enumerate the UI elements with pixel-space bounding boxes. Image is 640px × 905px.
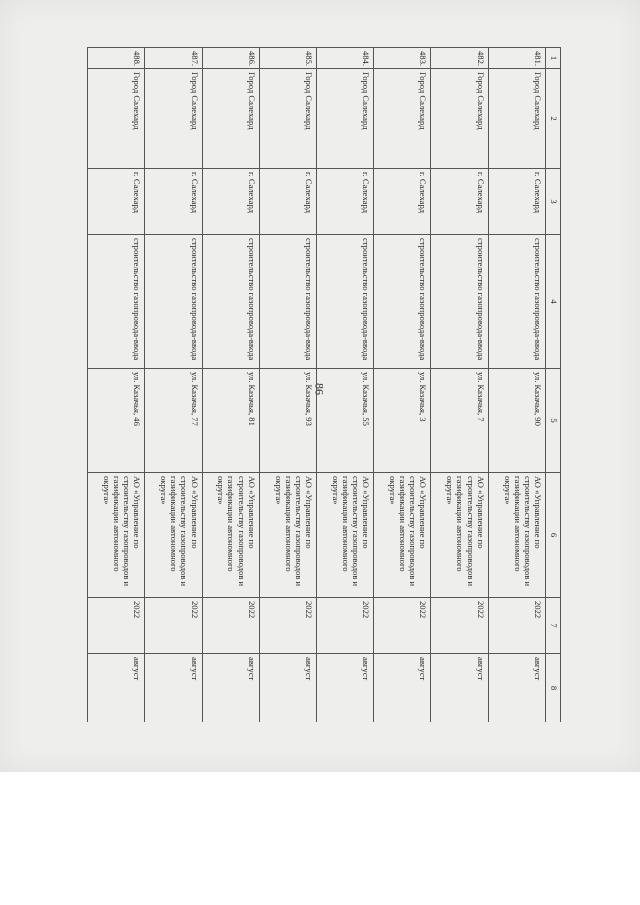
city-cell: г. Салехард <box>145 169 202 235</box>
address-cell: ул. Казачья, 77 <box>145 369 202 473</box>
address-cell: ул. Казачья, 3 <box>374 369 431 473</box>
city-cell: г. Салехард <box>431 169 488 235</box>
city-cell: г. Салехард <box>88 169 145 235</box>
organization-cell: АО «Управление по строительству газопроводов и газификации автономного округа» <box>431 473 488 598</box>
year-cell: 2022 <box>88 598 145 654</box>
organization-cell: АО «Управление по строительству газопроводов и газификации автономного округа» <box>488 473 545 598</box>
month-cell: август <box>431 654 488 723</box>
row-number-cell: 485. <box>259 48 316 69</box>
municipality-cell: Город Салехард <box>145 69 202 169</box>
address-cell: ул. Казачья, 46 <box>88 369 145 473</box>
municipality-cell: Город Салехард <box>259 69 316 169</box>
organization-cell: АО «Управление по строительству газопроводов и газификации автономного округа» <box>145 473 202 598</box>
municipality-cell: Город Салехард <box>317 69 374 169</box>
row-number-cell: 481. <box>488 48 545 69</box>
organization-cell: АО «Управление по строительству газопроводов и газификации автономного округа» <box>317 473 374 598</box>
year-cell: 2022 <box>145 598 202 654</box>
organization-cell: АО «Управление по строительству газопроводов и газификации автономного округа» <box>88 473 145 598</box>
row-number-cell: 483. <box>374 48 431 69</box>
work-type-cell: строительство газопровода-ввода <box>374 235 431 369</box>
column-number-row <box>545 48 560 723</box>
month-cell: август <box>488 654 545 723</box>
month-cell: август <box>317 654 374 723</box>
municipality-cell: Город Салехард <box>202 69 259 169</box>
table-row <box>374 48 431 723</box>
address-cell: ул. Казачья, 93 <box>259 369 316 473</box>
work-type-cell: строительство газопровода-ввода <box>259 235 316 369</box>
row-number-cell: 484. <box>317 48 374 69</box>
city-cell: г. Салехард <box>488 169 545 235</box>
address-cell: ул. Казачья, 81 <box>202 369 259 473</box>
year-cell: 2022 <box>259 598 316 654</box>
work-type-cell: строительство газопровода-ввода <box>145 235 202 369</box>
column-number: 7 <box>545 598 560 654</box>
table-row <box>145 48 202 723</box>
month-cell: август <box>374 654 431 723</box>
row-number-cell: 487. <box>145 48 202 69</box>
column-number: 3 <box>545 169 560 235</box>
work-type-cell: строительство газопровода-ввода <box>202 235 259 369</box>
city-cell: г. Салехард <box>259 169 316 235</box>
year-cell: 2022 <box>431 598 488 654</box>
column-number: 5 <box>545 369 560 473</box>
municipality-cell: Город Салехард <box>488 69 545 169</box>
municipality-cell: Город Салехард <box>374 69 431 169</box>
table-row <box>317 48 374 723</box>
address-cell: ул. Казачья, 55 <box>317 369 374 473</box>
year-cell: 2022 <box>488 598 545 654</box>
year-cell: 2022 <box>317 598 374 654</box>
row-number-cell: 488. <box>88 48 145 69</box>
work-type-cell: строительство газопровода-ввода <box>488 235 545 369</box>
row-number-cell: 482. <box>431 48 488 69</box>
month-cell: август <box>145 654 202 723</box>
column-number: 8 <box>545 654 560 723</box>
work-type-cell: строительство газопровода-ввода <box>88 235 145 369</box>
month-cell: август <box>259 654 316 723</box>
table-row <box>431 48 488 723</box>
row-number-cell: 486. <box>202 48 259 69</box>
address-cell: ул. Казачья, 90 <box>488 369 545 473</box>
table-row <box>88 48 145 723</box>
city-cell: г. Салехард <box>374 169 431 235</box>
work-type-cell: строительство газопровода-ввода <box>431 235 488 369</box>
work-type-cell: строительство газопровода-ввода <box>317 235 374 369</box>
column-number: 2 <box>545 69 560 169</box>
municipality-cell: Город Салехард <box>88 69 145 169</box>
table-body <box>88 48 561 723</box>
column-number: 4 <box>545 235 560 369</box>
organization-cell: АО «Управление по строительству газопроводов и газификации автономного округа» <box>202 473 259 598</box>
year-cell: 2022 <box>202 598 259 654</box>
column-number: 1 <box>545 48 560 69</box>
city-cell: г. Салехард <box>317 169 374 235</box>
column-number: 6 <box>545 473 560 598</box>
table-row <box>259 48 316 723</box>
address-cell: ул. Казачья, 7 <box>431 369 488 473</box>
organization-cell: АО «Управление по строительству газопроводов и газификации автономного округа» <box>259 473 316 598</box>
table-row <box>202 48 259 723</box>
table-row <box>488 48 545 723</box>
page-number: 86 <box>312 383 327 395</box>
month-cell: август <box>202 654 259 723</box>
year-cell: 2022 <box>374 598 431 654</box>
organization-cell: АО «Управление по строительству газопроводов и газификации автономного округа» <box>374 473 431 598</box>
gasification-table <box>87 47 561 722</box>
month-cell: август <box>88 654 145 723</box>
rotated-table-wrapper <box>87 47 561 722</box>
municipality-cell: Город Салехард <box>431 69 488 169</box>
city-cell: г. Салехард <box>202 169 259 235</box>
